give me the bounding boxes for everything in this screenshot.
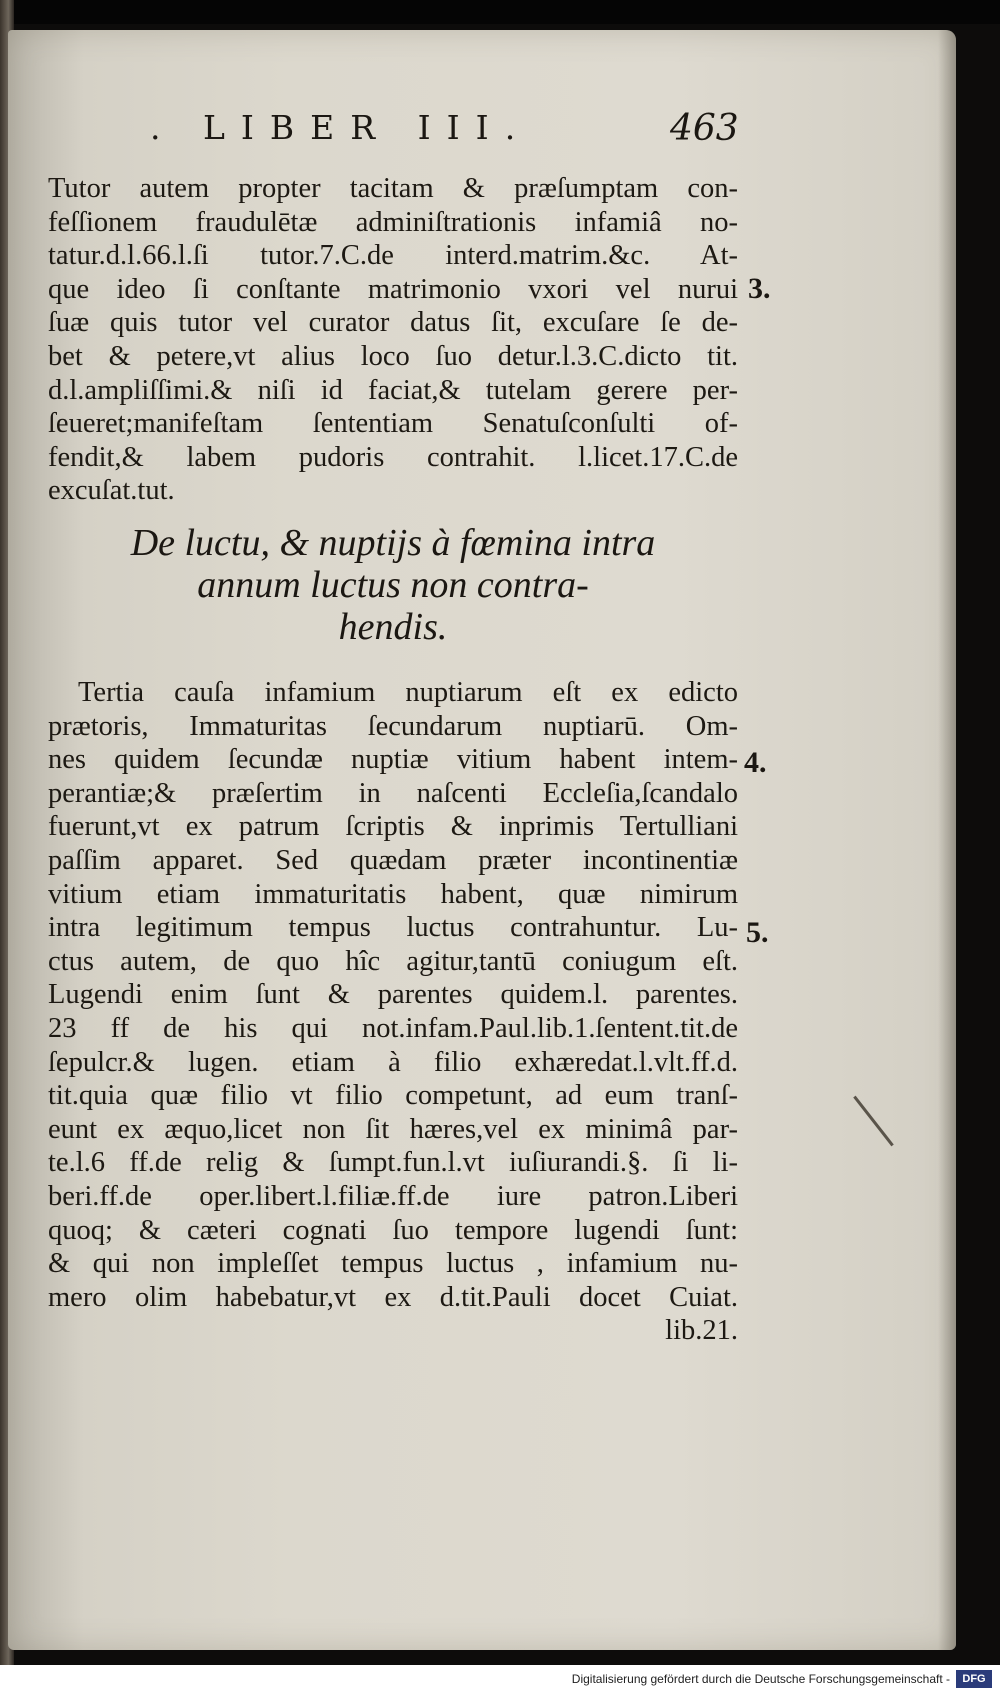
text-line: ſuæ quis tutor vel curator datus ſit, excuſare ſe de- <box>48 307 738 339</box>
text-line: excuſat.tut. <box>48 475 175 507</box>
text-line: ſeueret;manifeſtam ſententiam Senatuſconſulti of- <box>48 408 738 440</box>
dfg-logo: DFG <box>956 1670 992 1688</box>
text-line: nes quidem ſecundæ nuptiæ vitium habent intem- <box>48 744 738 776</box>
text-line: Tutor autem propter tacitam & præſumptam con- <box>48 173 738 204</box>
text-line: quoq; & cæteri cognati ſuo tempore lugendi ſunt: <box>48 1214 738 1246</box>
text-line: intra legitimum tempus luctus contrahuntur. Lu- <box>48 912 738 944</box>
text-line: ſepulcr.& lugen. etiam à filio exhæredat.l.vlt.ff.d. <box>48 1046 738 1078</box>
text-line: prætoris, Immaturitas ſecundarum nuptiarū. Om- <box>48 710 738 742</box>
text-line: Lugendi enim ſunt & parentes quidem.l. parentes. <box>48 979 738 1011</box>
marginal-number: 5. <box>746 916 769 949</box>
text-line: 23 ff de his qui not.infam.Paul.lib.1.ſentent.tit.de <box>48 1012 738 1044</box>
text-line: ctus autem, de quo hîc agitur,tantū coniugum eſt. <box>48 945 738 977</box>
text-line: eunt ex æquo,licet non ſit hæres,vel ex minimâ par- <box>48 1113 738 1145</box>
text-line: fuerunt,vt ex patrum ſcriptis & inprimis Tertulliani <box>48 811 738 843</box>
heading-line: De luctu, & nuptijs à fœmina intra <box>130 522 656 564</box>
catchword: lib.21. <box>665 1315 738 1347</box>
text-line: tatur.d.l.66.l.ſi tutor.7.C.de interd.matrim.&c. At- <box>48 240 738 272</box>
page-number: 463 <box>670 108 739 149</box>
text-line: & qui non impleſſet tempus luctus , infamium nu- <box>48 1248 738 1280</box>
book-top-edge <box>14 0 1000 24</box>
text-line: vitium etiam immaturitatis habent, quæ nimirum <box>48 878 738 910</box>
marginal-number: 4. <box>744 746 767 779</box>
text-line: perantiæ;& præſertim in naſcenti Eccleſia,ſcandalo <box>48 777 738 809</box>
text-line: bet & petere,vt alius loco ſuo detur.l.3.C.dicto tit. <box>48 340 738 372</box>
heading-line: hendis. <box>338 606 448 648</box>
text-line: te.l.6 ff.de relig & ſumpt.fun.l.vt iuſiurandi.§. ſi li- <box>48 1147 738 1179</box>
paragraph-tertia-causa <box>48 676 738 1348</box>
text-line: paſſim apparet. Sed quædam præter incontinentiæ <box>48 844 738 876</box>
heading-line: annum luctus non contra- <box>197 564 589 606</box>
page-edge-shadow <box>938 30 956 1650</box>
text-line: beri.ff.de oper.libert.l.filiæ.ff.de iure patron.Liberi <box>48 1180 738 1212</box>
text-line: fendit,& labem pudoris contrahit. l.licet.17.C.de <box>48 441 738 473</box>
text-line: Tertia cauſa infamium nuptiarum eſt ex edicto <box>78 677 738 708</box>
section-heading <box>48 522 738 648</box>
text-line: feſſionem fraudulētæ adminiſtrationis infamiâ no- <box>48 206 738 238</box>
running-head: . LIBER III. <box>150 108 532 147</box>
paragraph-tutor <box>48 172 738 508</box>
text-line: tit.quia quæ filio vt filio competunt, ad eum tranſ- <box>48 1080 738 1112</box>
text-line: d.l.ampliſſimi.& niſi id faciat,& tutelam gerere per- <box>48 374 738 406</box>
text-line: que ideo ſi conſtante matrimonio vxori vel nurui <box>48 273 738 305</box>
marginal-number: 3. <box>748 272 771 305</box>
digitization-credit: Digitalisierung gefördert durch die Deutsche Forschungsgemeinschaft - <box>571 1672 950 1686</box>
text-line: mero olim habebatur,vt ex d.tit.Pauli docet Cuiat. <box>48 1281 738 1313</box>
